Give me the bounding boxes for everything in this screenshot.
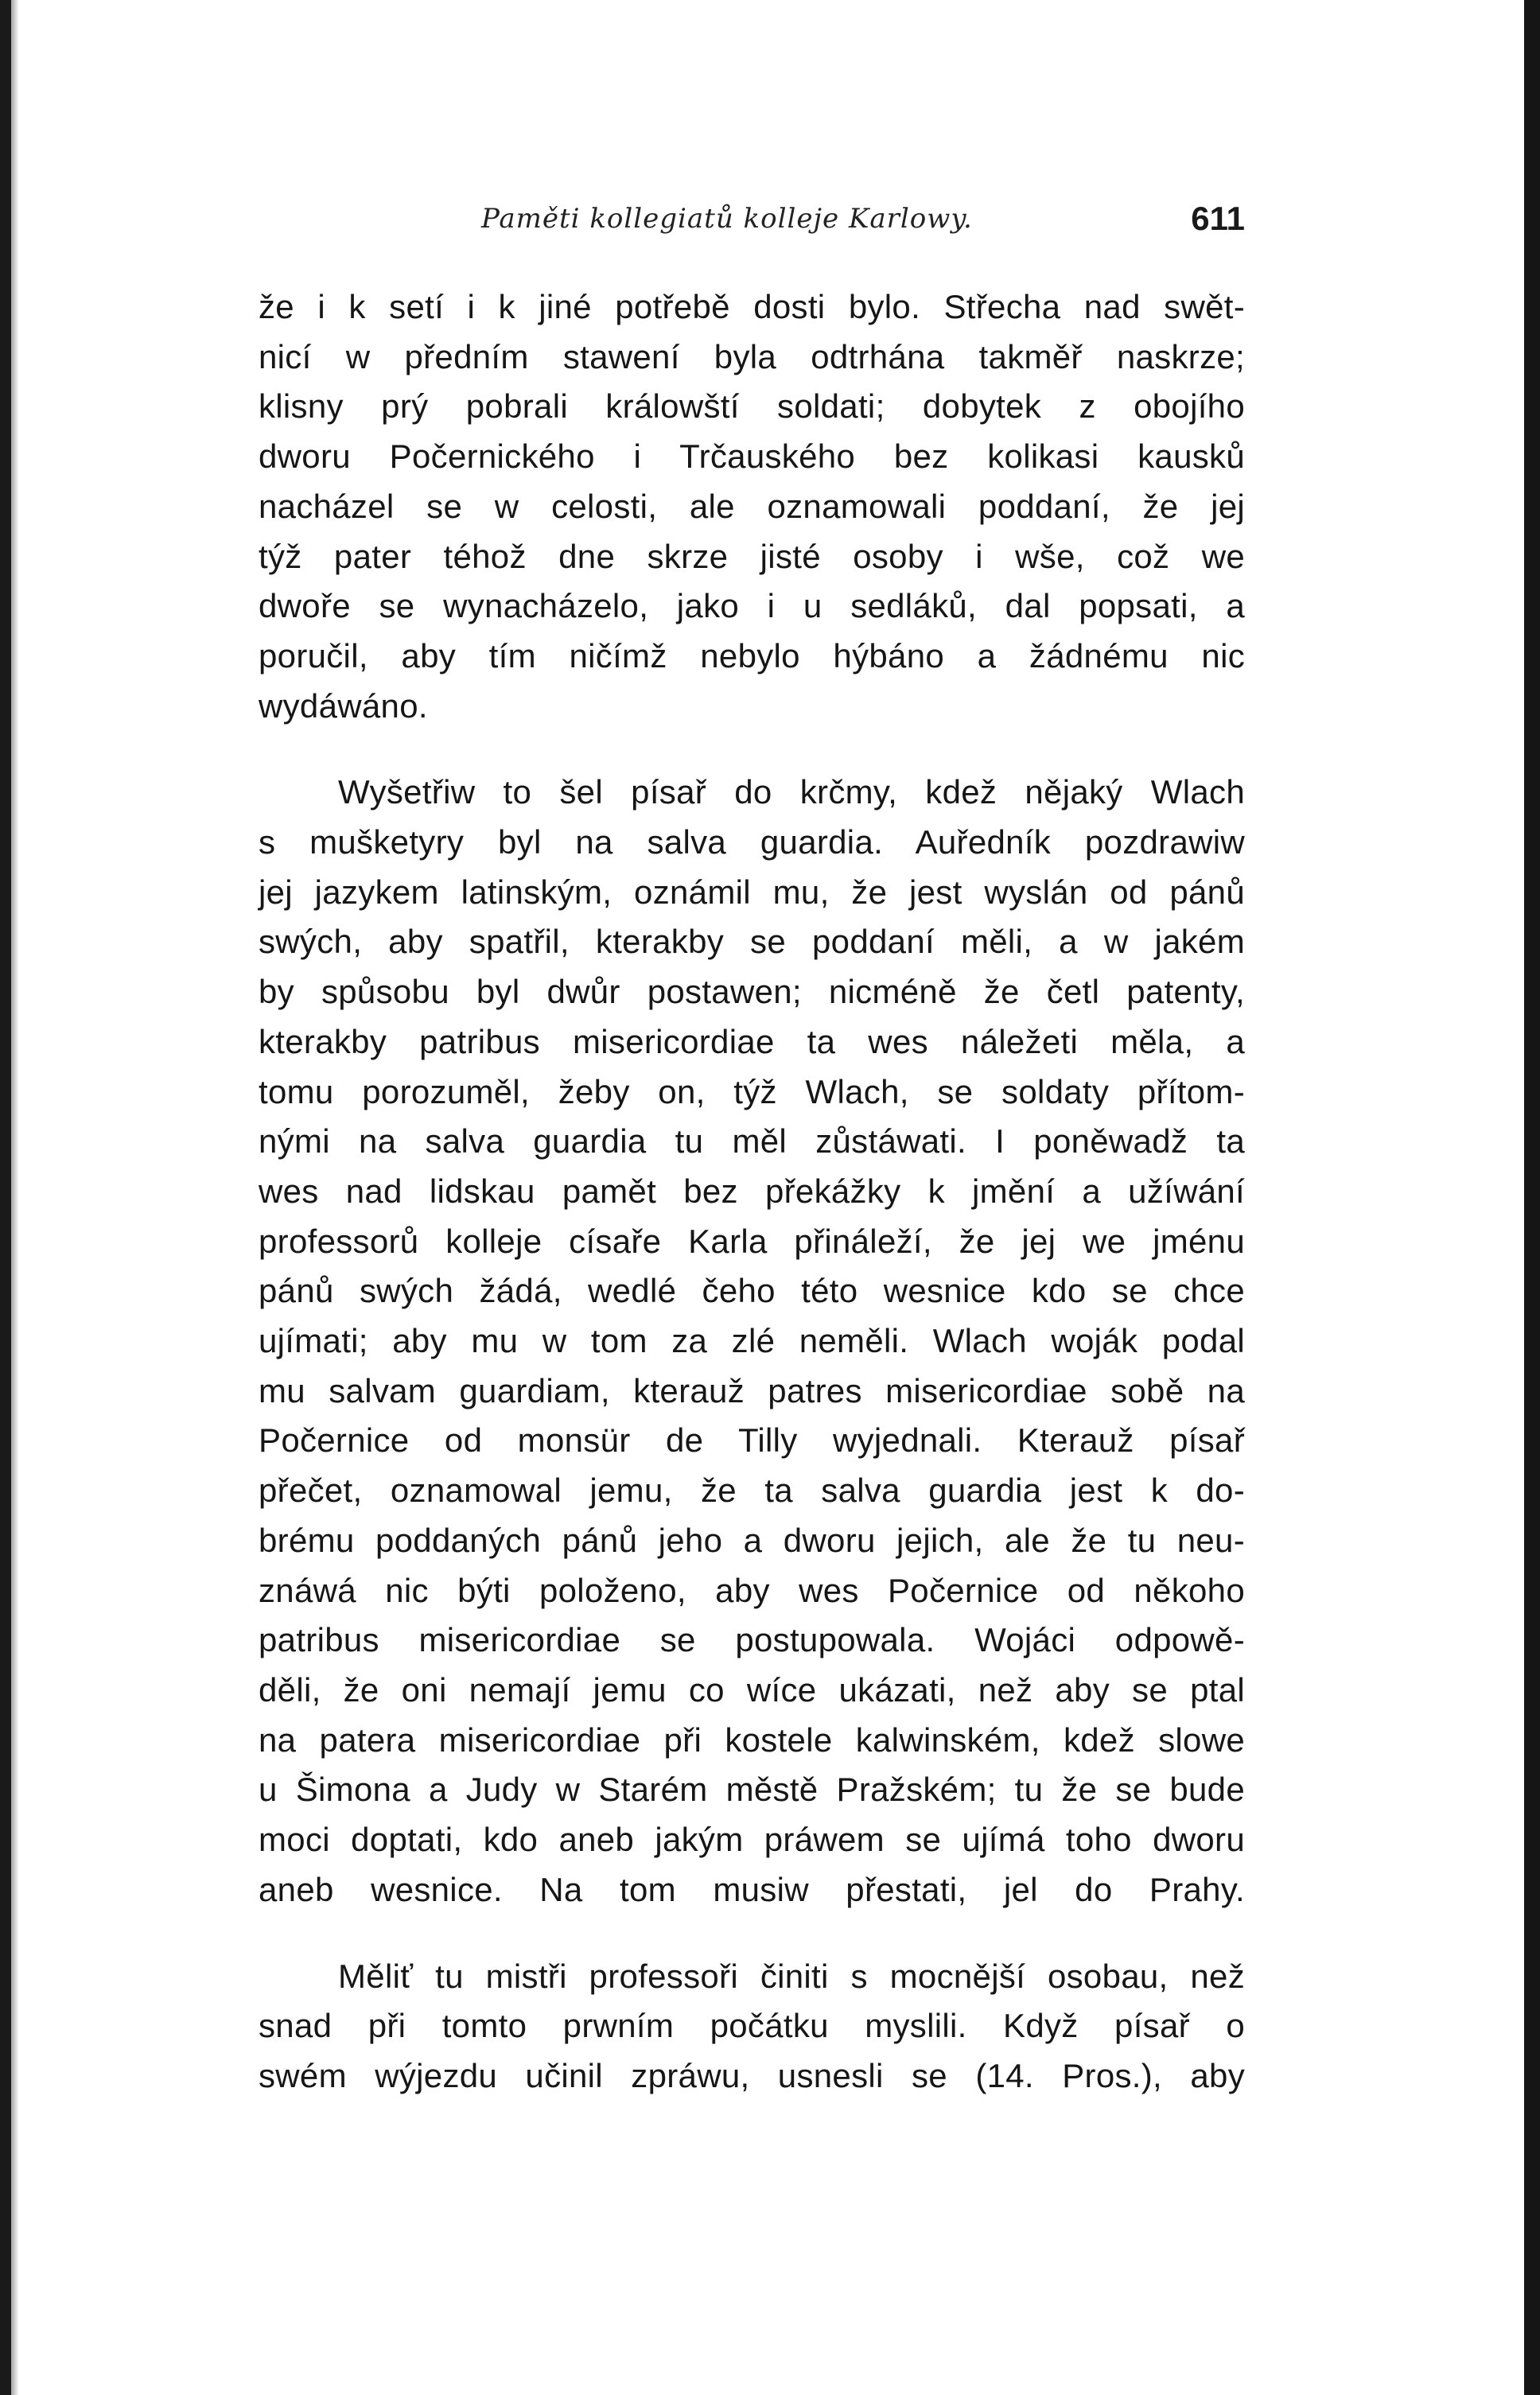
scan-edge-shadow [11, 0, 19, 2395]
text-line: Počernice od monsür de Tilly wyjednali. Kterauž písař [259, 1421, 1245, 1460]
text-line: moci doptati, kdo aneb jakým práwem se ujímá toho dworu [259, 1821, 1245, 1859]
text-line: tomu porozuměl, žeby on, týž Wlach, se soldaty přítom- [259, 1072, 1245, 1110]
book-page [259, 200, 1245, 2101]
paragraph-1 [259, 282, 1245, 731]
running-head [259, 200, 1245, 259]
paragraph-gap [259, 1915, 1245, 1952]
text-line: nicí w předním stawení byla odtrhána takměř naskrze; [259, 337, 1245, 375]
text-line: Měliť tu mistři professoři činiti s mocnější osobau, než [338, 1957, 1245, 1995]
text-line: swém wýjezdu učinil zpráwu, usnesli se (14. Pros.), aby [259, 2056, 1245, 2094]
text-line: kterakby patribus misericordiae ta wes náležeti měla, a [259, 1022, 1245, 1060]
text-line: děli, že oni nemají jemu co wíce ukázati, než aby se ptal [259, 1670, 1245, 1709]
text-line: wydáwáno. [259, 686, 428, 725]
paragraph-gap [259, 731, 1245, 768]
text-line: přečet, oznamowal jemu, že ta salva guardia jest k do- [259, 1472, 1245, 1510]
paragraph-3 [259, 1952, 1245, 2101]
page-number: 611 [1191, 200, 1245, 237]
text-line: pánů swých žádá, wedlé čeho této wesnice kdo se chce [259, 1272, 1245, 1310]
body-text [259, 282, 1245, 2101]
text-line: znáwá nic býti položeno, aby wes Počernice od někoho [259, 1571, 1245, 1609]
text-line: swých, aby spatřil, kterakby se poddaní měli, a w jakém [259, 923, 1245, 961]
text-line: nacházel se w celosti, ale oznamowali poddaní, že jej [259, 487, 1245, 525]
text-line: aneb wesnice. Na tom musiw přestati, jel do Prahy. [259, 1870, 1245, 1908]
text-line: professorů kolleje císaře Karla přináleží, že jej we jménu [259, 1222, 1245, 1260]
text-line: týž pater téhož dne skrze jisté osoby i wše, což we [259, 537, 1245, 575]
paragraph-2 [259, 768, 1245, 1915]
text-line: že i k setí i k jiné potřebě dosti bylo. Střecha nad swět- [259, 288, 1245, 325]
text-line: Wyšetřiw to šel písař do krčmy, kdež nějaký Wlach [338, 773, 1245, 811]
text-line: dwoře se wynacházelo, jako i u sedláků, dal popsati, a [259, 587, 1245, 625]
text-line: brému poddaných pánů jeho a dworu jejich, ale že tu neu- [259, 1521, 1245, 1559]
text-line: klisny prý pobrali králowští soldati; dobytek z obojího [259, 387, 1245, 426]
text-line: by spůsobu byl dwůr postawen; nicméně že četl patenty, [259, 973, 1245, 1011]
text-line: snad při tomto prwním počátku myslili. Když písař o [259, 2007, 1245, 2045]
text-line: ujímati; aby mu w tom za zlé neměli. Wlach woják podal [259, 1322, 1245, 1360]
text-line: wes nad lidskau pamět bez překážky k jmění a užíwání [259, 1172, 1245, 1210]
text-line: mu salvam guardiam, kterauž patres misericordiae sobě na [259, 1371, 1245, 1409]
text-line: na patera misericordiae při kostele kalwinském, kdež slowe [259, 1720, 1245, 1759]
text-line: jej jazykem latinským, oznámil mu, že jest wyslán od pánů [259, 873, 1245, 911]
text-line: nými na salva guardia tu měl zůstáwati. I poněwadž ta [259, 1122, 1245, 1161]
text-line: poručil, aby tím ničímž nebylo hýbáno a žádnému nic [259, 636, 1245, 675]
scan-edge-right [1524, 0, 1540, 2395]
text-line: dworu Počernického i Trčauského bez kolikasi kausků [259, 437, 1245, 476]
scan-edge-left [0, 0, 11, 2395]
running-title: Paměti kollegiatů kolleje Karlowy. [481, 203, 973, 235]
text-line: u Šimona a Judy w Starém městě Pražském; tu že se bude [259, 1771, 1245, 1809]
text-line: patribus misericordiae se postupowala. Wojáci odpowě- [259, 1621, 1245, 1659]
text-line: s mušketyry byl na salva guardia. Auředník pozdrawiw [259, 823, 1245, 861]
